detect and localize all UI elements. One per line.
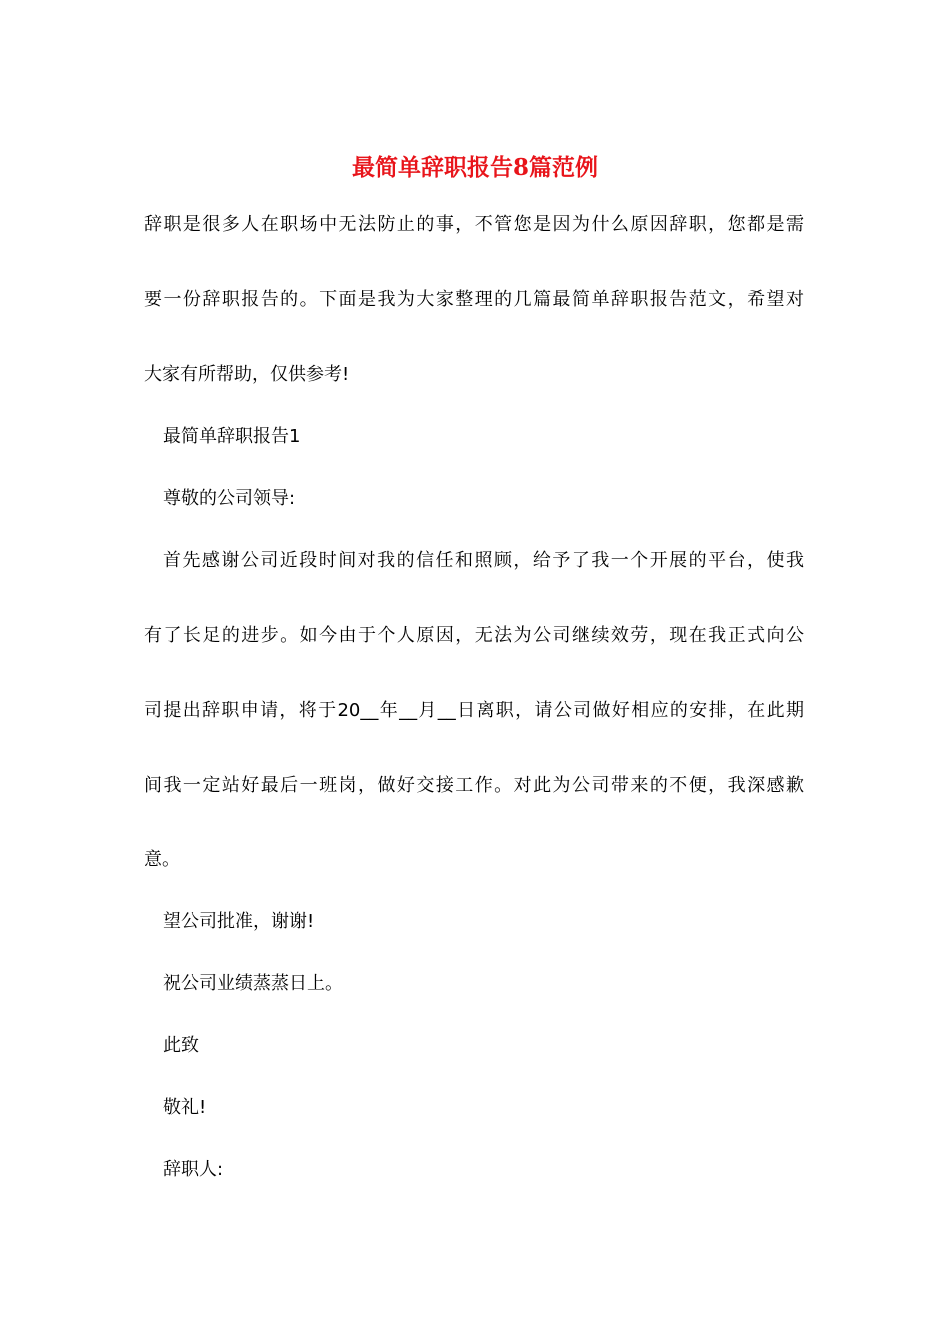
section-heading: 最简单辞职报告1 (163, 426, 301, 447)
salutation: 尊敬的公司领导: (163, 488, 296, 509)
intro-line-3: 大家有所帮助，仅供参考! (144, 364, 350, 385)
body-line-5: 意。 (144, 849, 180, 870)
body-line-1: 首先感谢公司近段时间对我的信任和照顾，给予了我一个开展的平台，使我 (163, 550, 804, 571)
body-line-2: 有了长足的进步。如今由于个人原因，无法为公司继续效劳，现在我正式向公 (144, 625, 804, 646)
document-title: 最简单辞职报告8篇范例 (351, 154, 598, 181)
body-line-3: 司提出辞职申请，将于20__年__月__日离职，请公司做好相应的安排，在此期 (144, 700, 804, 721)
closing-line-request: 望公司批准，谢谢! (163, 911, 315, 932)
intro-line-1: 辞职是很多人在职场中无法防止的事，不管您是因为什么原因辞职，您都是需 (144, 214, 804, 235)
signature-label: 辞职人: (163, 1159, 224, 1180)
closing-line-cizhi: 此致 (163, 1035, 199, 1056)
closing-line-wish: 祝公司业绩蒸蒸日上。 (163, 973, 343, 994)
intro-line-2: 要一份辞职报告的。下面是我为大家整理的几篇最简单辞职报告范文，希望对 (144, 289, 804, 310)
closing-line-jingli: 敬礼! (163, 1097, 207, 1118)
body-line-4: 间我一定站好最后一班岗，做好交接工作。对此为公司带来的不便，我深感歉 (144, 775, 804, 796)
